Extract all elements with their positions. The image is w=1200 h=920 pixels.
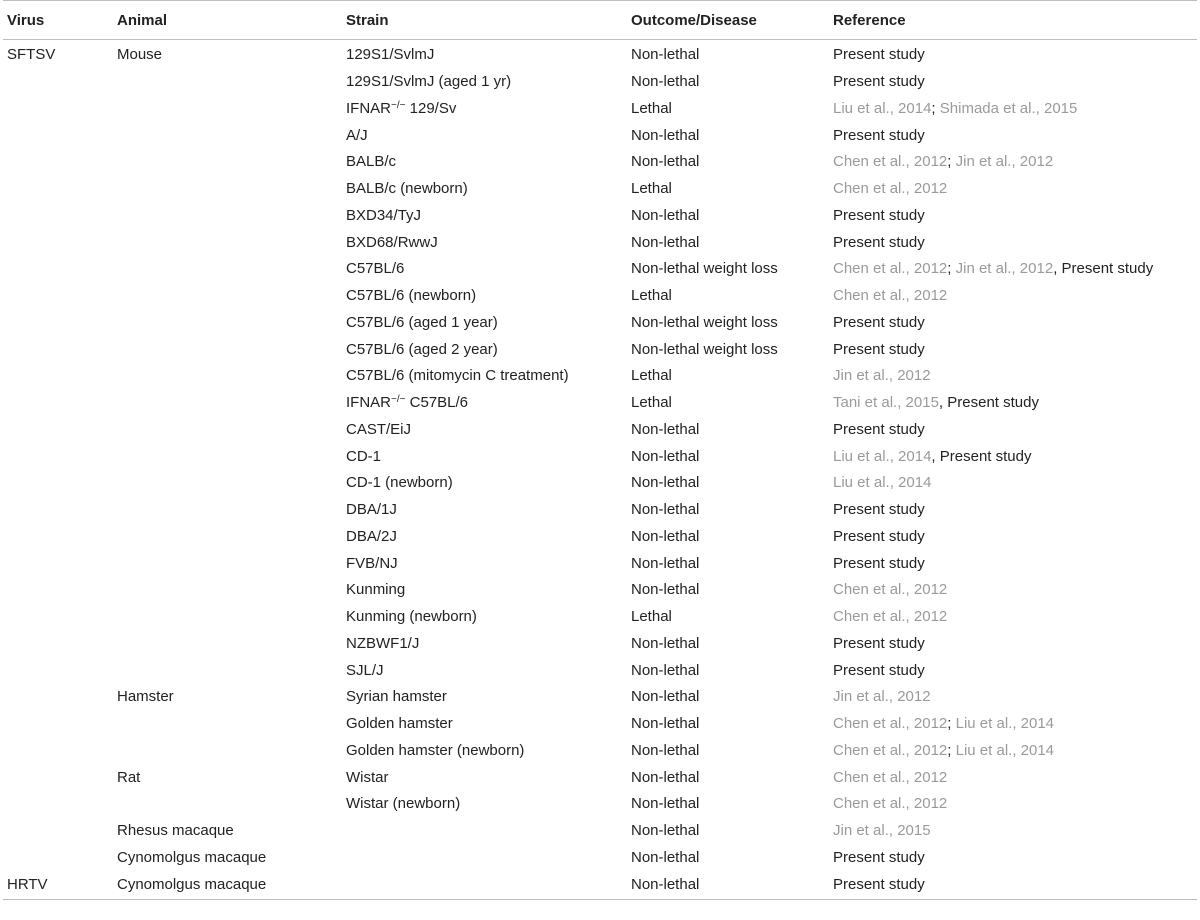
cell-virus [3,657,113,684]
cell-outcome: Non-lethal [631,848,700,866]
cell-reference [829,363,1197,390]
cell-virus [3,203,113,230]
table-row [3,229,1197,256]
cell-outcome: Non-lethal [631,527,700,545]
table-row [3,818,1197,845]
reference-text: Present study [833,876,925,894]
reference-link[interactable]: Chen et al., 2012 [833,608,948,626]
cell-strain [342,96,627,123]
reference-separator: ; [947,741,956,759]
strain-superscript: −/− [391,99,406,111]
cell-reference [829,845,1197,872]
table-row [3,176,1197,203]
cell-strain: Golden hamster (newborn) [346,741,525,759]
cell-reference [829,69,1197,96]
cell-animal [113,283,342,310]
animal-models-table-container [3,0,1197,900]
cell-outcome: Non-lethal [631,715,700,733]
cell-strain: BALB/c [346,153,397,171]
reference-link[interactable]: Liu et al., 2014 [833,474,932,492]
table-row [3,845,1197,872]
header-animal: Animal [117,11,168,29]
strain-suffix: 129/Sv [405,99,457,117]
header-virus: Virus [7,11,45,29]
cell-outcome: Non-lethal [631,447,700,465]
cell-strain: C57BL/6 (mitomycin C treatment) [346,367,569,385]
cell-reference [829,657,1197,684]
cell-virus [3,738,113,765]
cell-reference [829,40,1197,69]
cell-reference [829,871,1197,900]
cell-virus: SFTSV [7,46,56,64]
table-row [3,390,1197,417]
table-row [3,363,1197,390]
reference-separator: ; [947,715,956,733]
table-row [3,791,1197,818]
cell-outcome: Non-lethal [631,581,700,599]
cell-animal [113,497,342,524]
cell-outcome: Lethal [631,367,672,385]
cell-virus [3,390,113,417]
cell-strain: Wistar (newborn) [346,795,461,813]
cell-strain: 129S1/SvlmJ (aged 1 yr) [346,73,512,91]
header-strain: Strain [346,11,389,29]
cell-outcome: Lethal [631,99,672,117]
table-row [3,417,1197,444]
cell-virus [3,470,113,497]
strain-prefix: IFNAR [346,99,391,117]
cell-animal: Hamster [117,688,174,706]
cell-virus [3,443,113,470]
cell-animal [113,390,342,417]
reference-text: Present study [833,313,925,331]
cell-animal [113,96,342,123]
cell-strain: C57BL/6 [346,260,405,278]
cell-virus [3,69,113,96]
cell-outcome: Non-lethal weight loss [631,340,778,358]
reference-text: , Present study [931,447,1032,465]
table-row [3,711,1197,738]
cell-outcome: Non-lethal [631,73,700,91]
cell-strain: C57BL/6 (newborn) [346,287,477,305]
cell-strain: NZBWF1/J [346,634,420,652]
reference-text: Present study [833,73,925,91]
cell-virus [3,176,113,203]
table-row [3,577,1197,604]
reference-link[interactable]: Chen et al., 2012 [833,153,948,171]
cell-animal [113,176,342,203]
cell-strain: Kunming [346,581,406,599]
reference-link[interactable]: Chen et al., 2012 [833,180,948,198]
cell-virus [3,684,113,711]
cell-reference [829,497,1197,524]
table-row [3,122,1197,149]
reference-text: Present study [833,634,925,652]
cell-reference [829,229,1197,256]
cell-outcome: Non-lethal [631,554,700,572]
reference-text: Present study [833,206,925,224]
cell-strain: DBA/2J [346,527,397,545]
cell-reference [829,684,1197,711]
cell-strain: SJL/J [346,661,384,679]
cell-virus [3,764,113,791]
table-row [3,524,1197,551]
table-row [3,283,1197,310]
cell-outcome: Non-lethal [631,795,700,813]
cell-reference [829,96,1197,123]
cell-outcome: Non-lethal [631,768,700,786]
cell-outcome: Non-lethal [627,871,829,900]
cell-reference [829,390,1197,417]
cell-virus [3,791,113,818]
cell-animal [113,550,342,577]
cell-outcome: Lethal [631,394,672,412]
table-row [3,40,1197,69]
cell-animal [113,711,342,738]
cell-reference [829,443,1197,470]
table-row [3,69,1197,96]
table-row [3,470,1197,497]
cell-outcome: Non-lethal [631,688,700,706]
cell-animal [113,577,342,604]
cell-strain: Golden hamster [346,715,453,733]
reference-link[interactable]: Jin et al., 2012 [955,153,1054,171]
cell-strain: C57BL/6 (aged 1 year) [346,313,498,331]
table-row [3,764,1197,791]
reference-text: Present study [833,554,925,572]
reference-link[interactable]: Liu et al., 2014 [955,741,1055,759]
table-row [3,604,1197,631]
reference-link[interactable]: Chen et al., 2012 [833,260,948,278]
cell-animal [113,310,342,337]
table-row [3,310,1197,337]
cell-virus [3,524,113,551]
cell-reference [829,577,1197,604]
cell-outcome: Non-lethal [631,822,700,840]
cell-strain: C57BL/6 (aged 2 year) [346,340,498,358]
cell-animal [113,657,342,684]
cell-outcome: Non-lethal [631,634,700,652]
cell-strain: Syrian hamster [346,688,447,706]
cell-reference [829,310,1197,337]
reference-link[interactable]: Jin et al., 2015 [833,822,931,840]
cell-reference [829,256,1197,283]
cell-strain [342,871,627,900]
cell-animal [113,122,342,149]
cell-reference [829,470,1197,497]
table-header [3,1,1197,40]
reference-text: Present study [833,501,925,519]
cell-strain [342,818,627,845]
table-row [3,684,1197,711]
cell-reference [829,550,1197,577]
cell-virus [3,550,113,577]
cell-strain: BXD68/RwwJ [346,233,438,251]
cell-virus [3,631,113,658]
header-reference: Reference [833,11,906,29]
cell-virus [3,818,113,845]
reference-separator: ; [947,153,956,171]
reference-link[interactable]: Liu et al., 2014 [833,447,932,465]
cell-reference [829,283,1197,310]
reference-link[interactable]: Liu et al., 2014 [833,99,932,117]
cell-outcome: Non-lethal [631,420,700,438]
cell-reference [829,711,1197,738]
reference-link[interactable]: Jin et al., 2012 [833,367,931,385]
cell-reference [829,604,1197,631]
cell-virus [3,149,113,176]
cell-virus [3,336,113,363]
reference-separator: ; [947,260,956,278]
table-row [3,738,1197,765]
reference-text: Present study [833,233,925,251]
cell-strain [342,845,627,872]
header-outcome: Outcome/Disease [631,11,757,29]
cell-strain: CD-1 (newborn) [346,474,453,492]
strain-suffix: C57BL/6 [405,394,469,412]
reference-separator: ; [931,99,940,117]
table-row [3,203,1197,230]
reference-link[interactable]: Chen et al., 2012 [833,741,948,759]
table-row [3,631,1197,658]
cell-outcome: Non-lethal [631,206,700,224]
cell-reference [829,122,1197,149]
cell-strain: Wistar [346,768,389,786]
reference-link[interactable]: Liu et al., 2014 [955,715,1055,733]
table-body [3,40,1197,900]
cell-reference [829,417,1197,444]
cell-virus [3,845,113,872]
cell-virus [3,497,113,524]
table-row [3,497,1197,524]
reference-text: Present study [833,527,925,545]
cell-strain: BXD34/TyJ [346,206,422,224]
reference-link[interactable]: Chen et al., 2012 [833,795,948,813]
cell-virus [3,604,113,631]
cell-virus [3,711,113,738]
cell-reference [829,631,1197,658]
cell-outcome: Non-lethal [631,233,700,251]
cell-animal [113,203,342,230]
cell-animal [113,470,342,497]
cell-outcome: Non-lethal [631,126,700,144]
reference-link[interactable]: Chen et al., 2012 [833,715,948,733]
table-row [3,256,1197,283]
header-row [3,1,1197,40]
cell-animal: Mouse [117,46,163,64]
cell-animal [113,791,342,818]
cell-strain: DBA/1J [346,501,397,519]
reference-link[interactable]: Jin et al., 2012 [955,260,1054,278]
cell-reference [829,524,1197,551]
cell-animal [113,149,342,176]
cell-animal: Cynomolgus macaque [117,848,267,866]
table-row [3,871,1197,900]
cell-strain: CD-1 [346,447,382,465]
cell-strain [342,390,627,417]
cell-animal: Rhesus macaque [117,822,234,840]
cell-virus [3,256,113,283]
cell-virus: HRTV [3,871,113,900]
cell-reference [829,818,1197,845]
cell-outcome: Non-lethal [631,46,700,64]
cell-virus [3,577,113,604]
cell-strain: FVB/NJ [346,554,398,572]
cell-virus [3,310,113,337]
cell-virus [3,417,113,444]
reference-text: Present study [833,420,925,438]
table-row [3,149,1197,176]
cell-animal: Cynomolgus macaque [113,871,342,900]
reference-text: , Present study [938,394,1039,412]
cell-virus [3,363,113,390]
cell-animal [113,631,342,658]
table-row [3,443,1197,470]
cell-animal [113,604,342,631]
cell-outcome: Lethal [631,608,672,626]
cell-outcome: Non-lethal [631,741,700,759]
cell-strain: A/J [346,126,368,144]
cell-animal [113,738,342,765]
cell-animal [113,524,342,551]
cell-animal [113,229,342,256]
reference-text: Present study [833,661,925,679]
cell-animal [113,417,342,444]
cell-animal [113,363,342,390]
cell-outcome: Non-lethal weight loss [631,313,778,331]
cell-virus [3,122,113,149]
cell-animal: Rat [117,768,141,786]
cell-animal [113,69,342,96]
cell-reference [829,738,1197,765]
reference-link[interactable]: Tani et al., 2015 [833,394,939,412]
reference-text: , Present study [1053,260,1154,278]
reference-text: Present study [833,46,925,64]
strain-prefix: IFNAR [346,394,391,412]
cell-strain: BALB/c (newborn) [346,180,468,198]
cell-virus [3,283,113,310]
reference-link[interactable]: Jin et al., 2012 [833,688,931,706]
reference-link[interactable]: Shimada et al., 2015 [939,99,1078,117]
cell-virus [3,229,113,256]
cell-outcome: Non-lethal [631,474,700,492]
table-row [3,550,1197,577]
reference-link[interactable]: Chen et al., 2012 [833,287,948,305]
cell-outcome: Non-lethal weight loss [631,260,778,278]
cell-reference [829,336,1197,363]
reference-link[interactable]: Chen et al., 2012 [833,768,948,786]
cell-reference [829,764,1197,791]
cell-virus [3,96,113,123]
strain-superscript: −/− [391,394,406,406]
table-row [3,336,1197,363]
table-row [3,657,1197,684]
cell-animal [113,443,342,470]
animal-models-table [3,0,1197,900]
cell-outcome: Lethal [631,180,672,198]
cell-reference [829,203,1197,230]
cell-reference [829,791,1197,818]
cell-strain: 129S1/SvlmJ [346,46,435,64]
reference-link[interactable]: Chen et al., 2012 [833,581,948,599]
cell-outcome: Non-lethal [631,153,700,171]
reference-text: Present study [833,340,925,358]
cell-strain: Kunming (newborn) [346,608,477,626]
cell-reference [829,149,1197,176]
cell-reference [829,176,1197,203]
cell-outcome: Lethal [631,287,672,305]
cell-outcome: Non-lethal [631,661,700,679]
cell-outcome: Non-lethal [631,501,700,519]
reference-text: Present study [833,848,925,866]
cell-strain: CAST/EiJ [346,420,412,438]
reference-text: Present study [833,126,925,144]
cell-animal [113,336,342,363]
table-row [3,96,1197,123]
cell-animal [113,256,342,283]
